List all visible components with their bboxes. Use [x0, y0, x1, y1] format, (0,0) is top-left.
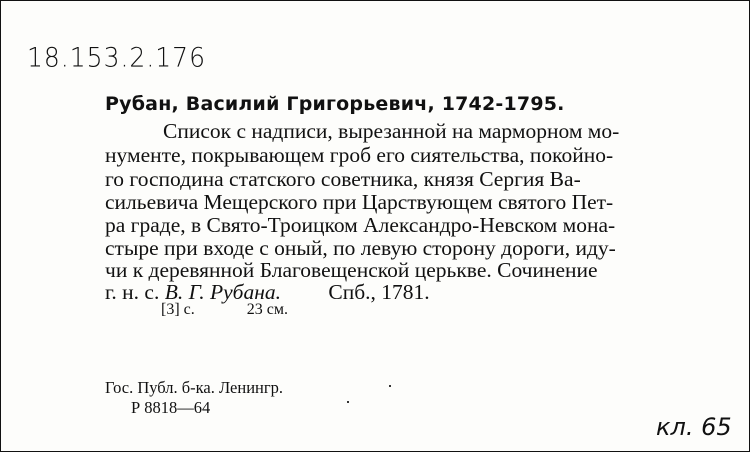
ink-speck [389, 385, 391, 387]
body-line: сильевича Мещерского при Царствующем святого Пет- [105, 190, 614, 214]
ink-speck [347, 401, 349, 403]
library-name: Гос. Публ. б-ка. Ленингр. [105, 378, 284, 397]
call-number: 18.153.2.176 [27, 41, 206, 74]
entry-heading: Рубан, Василий Григорьевич, 1742-1795. [105, 93, 565, 115]
author-name: В. Г. Рубана. [164, 280, 281, 304]
size: 23 см. [246, 301, 288, 318]
place-year: Спб., 1781. [328, 280, 430, 304]
body-line: стыре при входе с оный, по левую сторону дороги, иду- [105, 236, 616, 260]
physical-description [161, 301, 288, 319]
handwritten-mark: кл. 65 [656, 413, 732, 441]
body-line: Список с надписи, вырезанной на марморном мо- [163, 119, 620, 143]
body-line: чи к деревянной Благовещенской церькве. Сочинение [105, 258, 598, 282]
author-prefix: г. н. с. [105, 280, 160, 304]
library-code: Р 8818—64 [131, 398, 211, 417]
body-line: го господина статского советника, князя Сергия Ва- [105, 167, 581, 191]
body-line: нументе, покрывающем гроб его сиятельства, покойно- [105, 143, 614, 167]
library-stamp [105, 378, 283, 418]
body-line: ра граде, в Свято-Троицком Александро-Невском мона- [105, 213, 616, 237]
pages: [3] с. [161, 301, 195, 318]
